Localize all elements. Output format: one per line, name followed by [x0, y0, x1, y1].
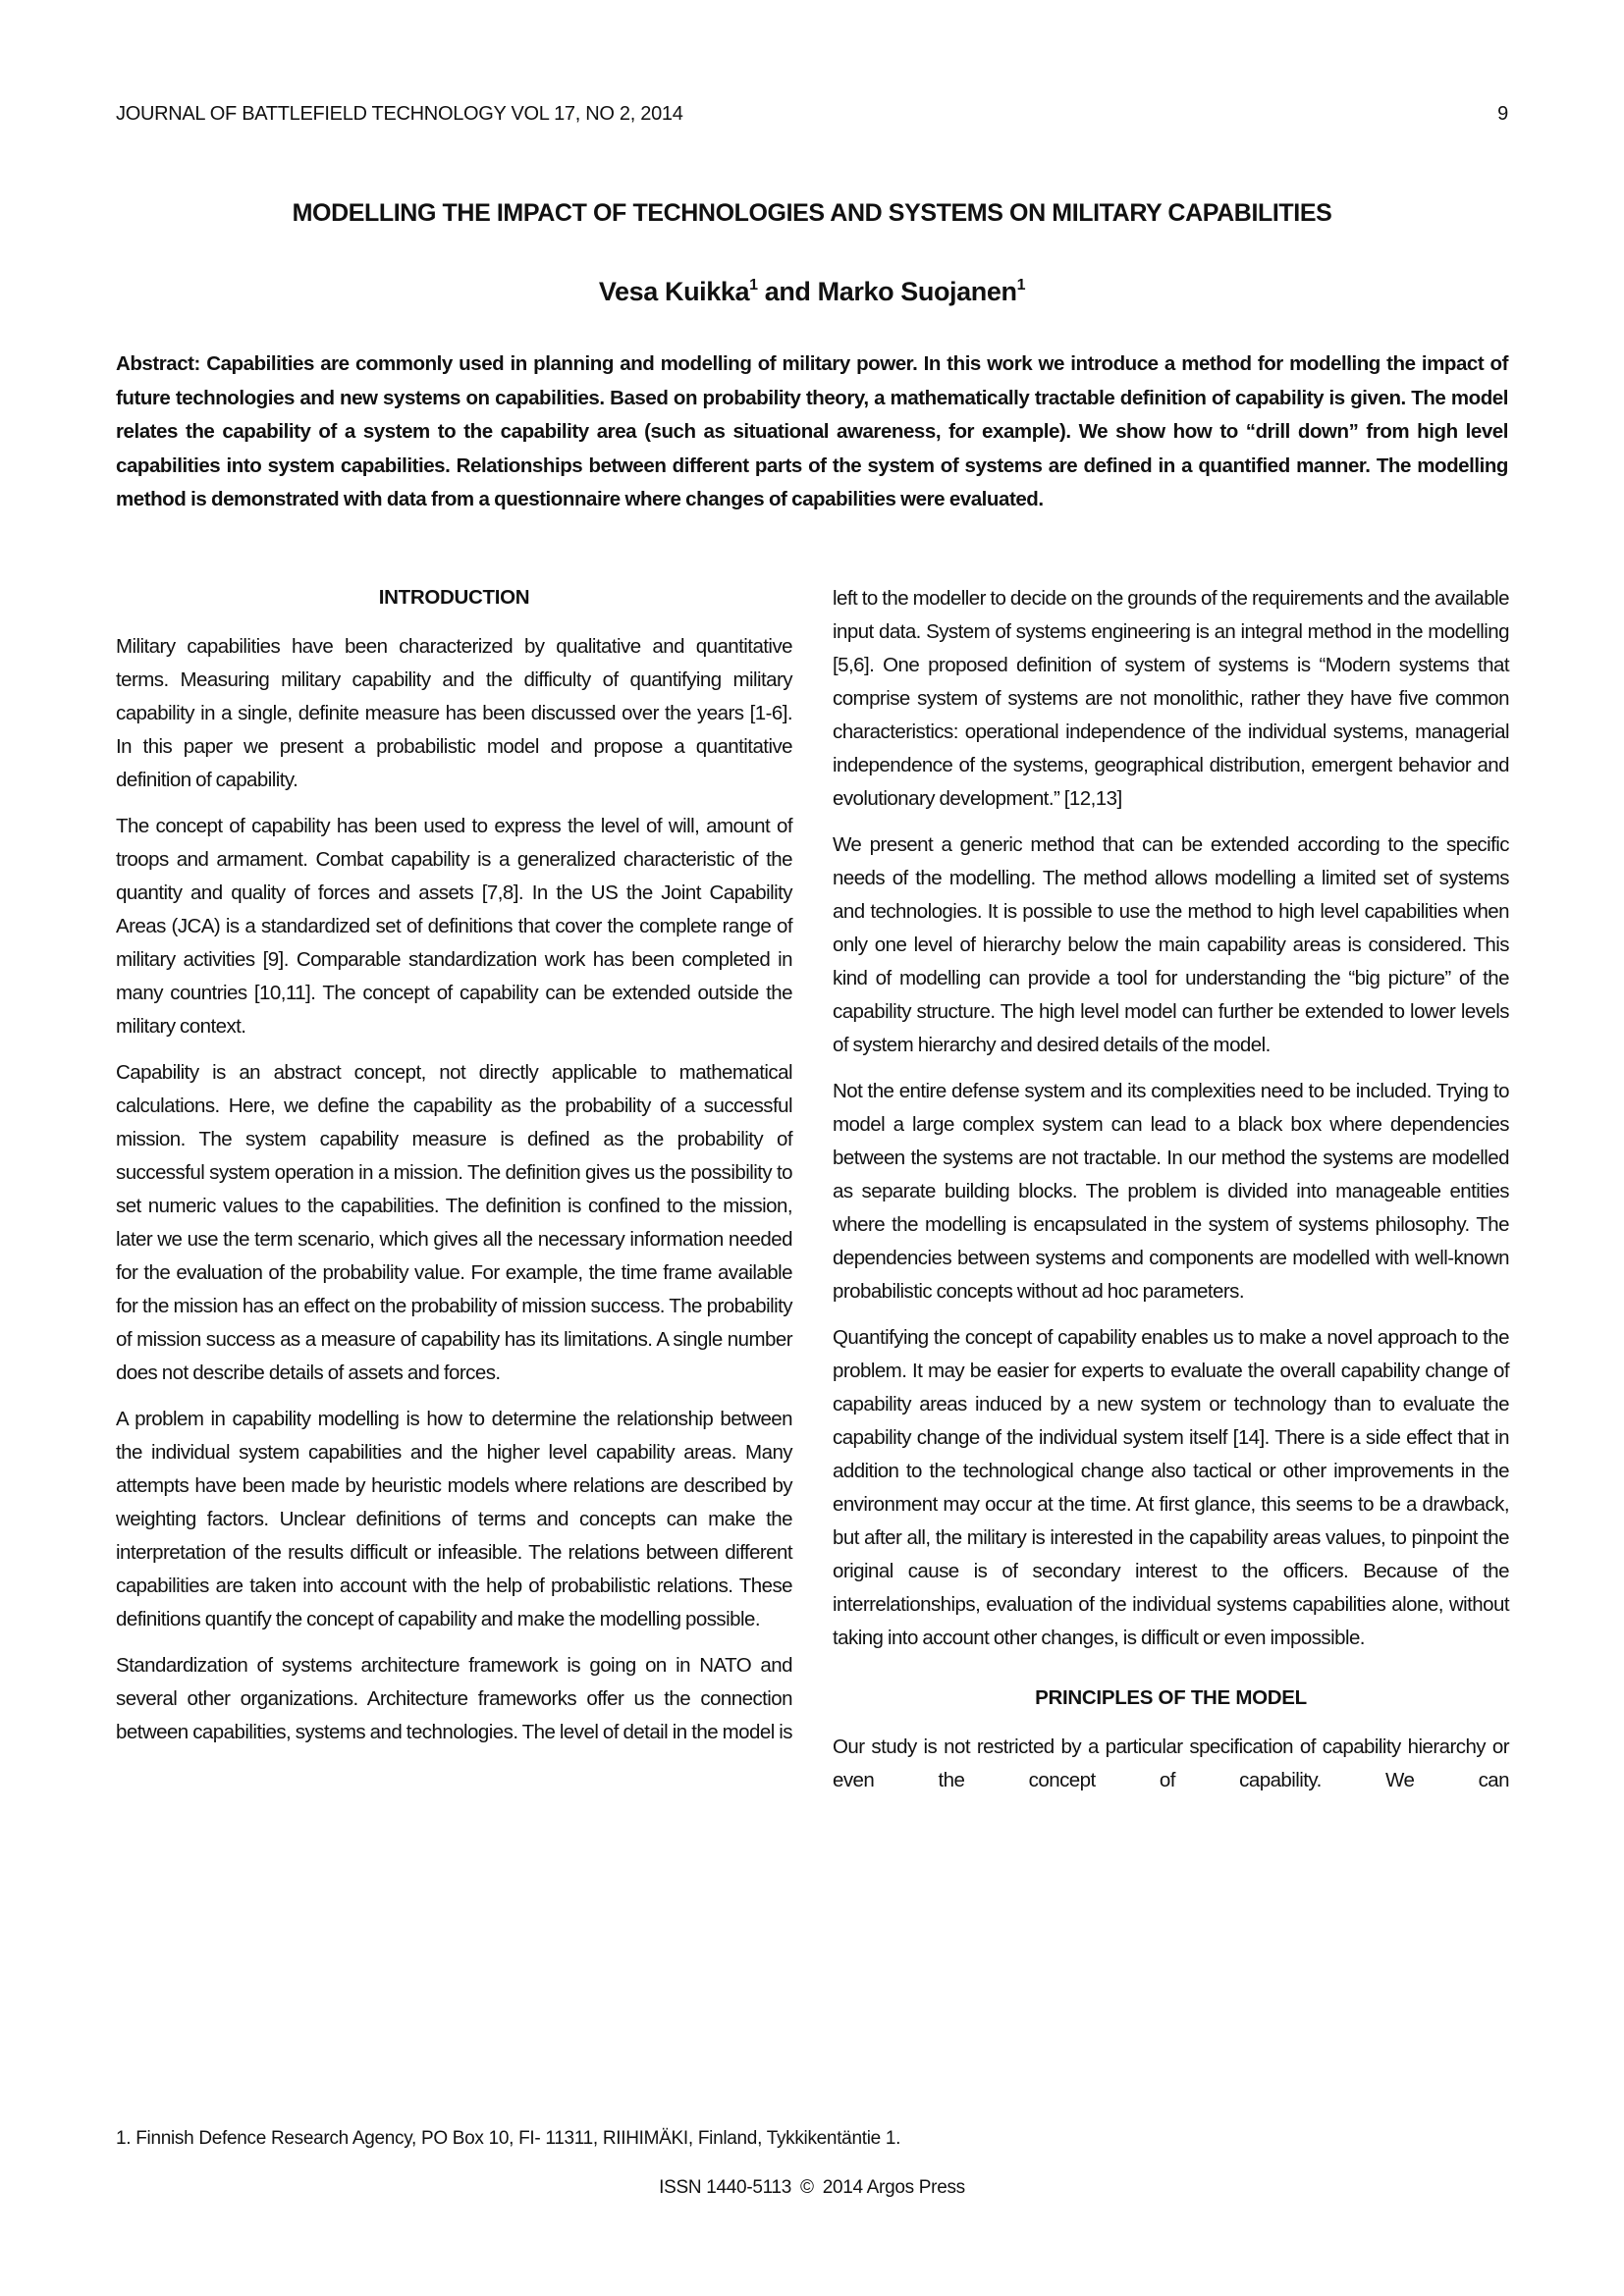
- page-number: 9: [1497, 103, 1508, 125]
- author-name: Marko Suojanen: [817, 277, 1017, 306]
- paragraph: Quantifying the concept of capability enables us to make a novel approach to the problem. It may be easier for experts to evaluate the overall capability change of capability areas induced by a new system or technology than to evaluate the capability change of the individual system itself [14]. There is a side effect that in addition to the technological change also tactical or other improvements in the environment may occur at the time. At first glance, this seems to be a drawback, but after all, the military is interested in the capability areas values, to pinpoint the original cause is of secondary interest to the officers. Because of the interrelationships, evaluation of the individual systems capabilities alone, without taking into account other changes, is difficult or even impossible.: [833, 1326, 1509, 1649]
- left-column: [116, 582, 792, 1762]
- copyright-icon: ©: [800, 2177, 814, 2198]
- affiliation-mark: 1: [1016, 277, 1026, 294]
- paragraph: Our study is not restricted by a particular specification of capability hierarchy or even the concept of capability. We can: [833, 1735, 1509, 1791]
- publisher: 2014 Argos Press: [822, 2177, 965, 2198]
- paragraph: A problem in capability modelling is how to determine the relationship between the individual system capabilities and the higher level capability areas. Many attempts have been made by heuristic models where relations are described by weighting factors. Unclear definitions of terms and concepts can make the interpretation of the results difficult or infeasible. The relations between different capabilities are taken into account with the help of probabilistic relations. These definitions quantify the concept of capability and make the modelling possible.: [116, 1408, 792, 1630]
- article-title: MODELLING THE IMPACT OF TECHNOLOGIES AND SYSTEMS ON MILITARY CAPABILITIES: [292, 199, 1332, 227]
- affiliation-mark: 1: [749, 277, 758, 294]
- running-header: [116, 101, 1508, 127]
- abstract: Abstract: Capabilities are commonly used in planning and modelling of military power. In this work we introduce a method for modelling the impact of future technologies and new systems on capabilities. Based on probability theory, a mathematically tractable definition of capability is given. The model relates the capability of a system to the capability area (such as situational awareness, for example). We show how to “drill down” from high level capabilities into system capabilities. Relationships between different parts of the system of systems are defined in a quantified manner. The modelling method is demonstrated with data from a questionnaire where changes of capabilities were evaluated.: [116, 352, 1508, 510]
- paragraph: We present a generic method that can be extended according to the specific needs of the modelling. The method allows modelling a limited set of systems and technologies. It is possible to use the method to high level capabilities when only one level of hierarchy below the main capability areas is considered. This kind of modelling can provide a tool for understanding the “big picture” of the capability structure. The high level model can further be extended to lower levels of system hierarchy and desired details of the model.: [833, 833, 1509, 1056]
- page-footer: [0, 2175, 1624, 2201]
- affiliation-footnote: 1. Finnish Defence Research Agency, PO Box 10, FI- 11311, RIIHIMÄKI, Finland, Tykkikentäntie 1.: [116, 2128, 901, 2149]
- paragraph: Capability is an abstract concept, not directly applicable to mathematical calculations. Here, we define the capability as the probability of a successful mission. The system capability measure is defined as the probability of successful system operation in a mission. The definition gives us the possibility to set numeric values to the capabilities. The definition is confined to the mission, later we use the term scenario, which gives all the necessary information needed for the evaluation of the probability value. For example, the time frame available for the mission has an effect on the probability of mission success. The probability of mission success as a measure of capability has its limitations. A single number does not describe details of assets and forces.: [116, 1061, 792, 1384]
- author-list: [116, 274, 1508, 309]
- paragraph: Military capabilities have been characterized by qualitative and quantitative terms. Measuring military capability and the difficulty of quantifying military capability in a single, definite measure has been discussed over the years [1-6]. In this paper we present a probabilistic model and propose a quantitative definition of capability.: [116, 635, 792, 791]
- paragraph: left to the modeller to decide on the grounds of the requirements and the available input data. System of systems engineering is an integral method in the modelling [5,6]. One proposed definition of system of systems is “Modern systems that comprise system of systems are not monolithic, rather they have five common characteristics: operational independence of the individual systems, managerial independence of the systems, geographical distribution, emergent behavior and evolutionary development.” [12,13]: [833, 587, 1509, 810]
- right-column: [833, 582, 1509, 1810]
- section-heading-principles: PRINCIPLES OF THE MODEL: [1035, 1686, 1307, 1709]
- section-heading-introduction: INTRODUCTION: [378, 586, 530, 609]
- paragraph: The concept of capability has been used to express the level of will, amount of troops and armament. Combat capability is a generalized characteristic of the quantity and quality of forces and assets [7,8]. In the US the Joint Capability Areas (JCA) is a standardized set of definitions that cover the complete range of military activities [9]. Comparable standardization work has been completed in many countries [10,11]. The concept of capability can be extended outside the military context.: [116, 815, 792, 1038]
- author-separator: and: [757, 277, 818, 306]
- issn: ISSN 1440-5113: [659, 2177, 792, 2198]
- journal-name: JOURNAL OF BATTLEFIELD TECHNOLOGY VOL 17, NO 2, 2014: [116, 103, 683, 125]
- paragraph: Not the entire defense system and its complexities need to be included. Trying to model a large complex system can lead to a black box where dependencies between the systems are not tractable. In our method the systems are modelled as separate building blocks. The problem is divided into manageable entities where the modelling is encapsulated in the system of systems philosophy. The dependencies between systems and components are modelled with well-known probabilistic concepts without ad hoc parameters.: [833, 1080, 1509, 1303]
- author-name: Vesa Kuikka: [598, 277, 750, 306]
- paragraph: Standardization of systems architecture framework is going on in NATO and several other organizations. Architecture frameworks offer us the connection between capabilities, systems and technologies. The level of detail in the model is: [116, 1654, 792, 1743]
